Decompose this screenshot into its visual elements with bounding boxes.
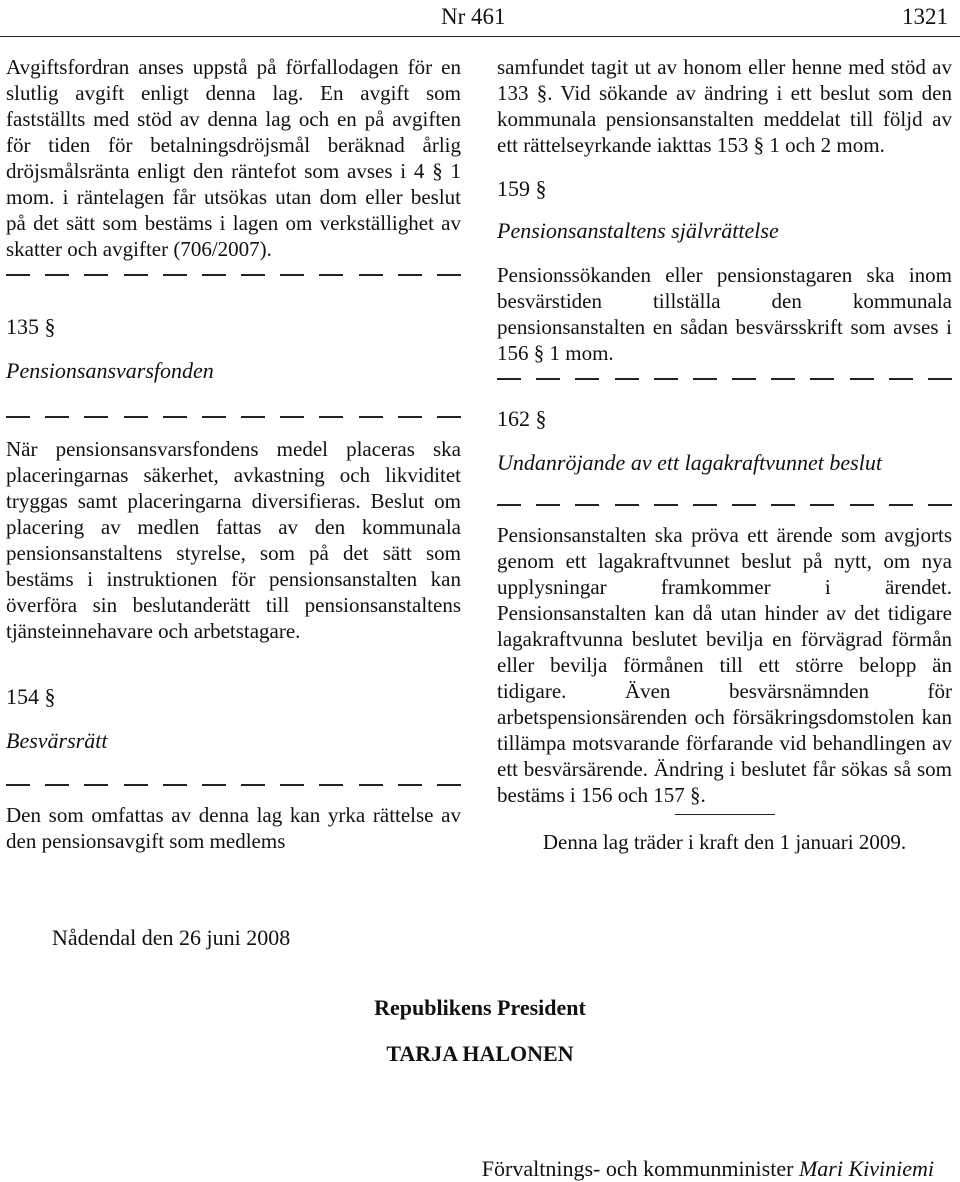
intro-paragraph: Avgiftsfordran anses uppstå på förfallodagen för en slutlig avgift enligt denna lag. En avgift som fastställts med stöd av denna lag och en på avgiften för tiden för betalningsdröjsmål beräknad årlig dröjsmålsränta enligt den räntefot som avses i 4 § 1 mom. i räntelagen får utsökas utan dom eller beslut på det sätt som bestäms i lagen om verkställighet av skatter och avgifter (706/2007). [6,55,461,261]
section-divider [6,772,461,798]
effective-date: Denna lag träder i kraft den 1 januari 2009. [542,830,907,855]
president-title: Republikens President [374,995,586,1020]
section-154-text: Den som omfattas av denna lag kan yrka rättelse av den pensionsavgift som medlems [6,803,461,853]
section-divider [497,366,952,392]
continued-paragraph: samfundet tagit ut av honom eller henne med stöd av 133 §. Vid sökande av ändring i ett beslut som den kommunala pensionsanstalten meddelat till följd av ett rättelseyrkande iakttas 153 § 1 och 2 mom. [497,55,952,157]
page-number: 1321 [902,4,948,29]
closing-rule [675,814,775,815]
section-162-title: Undanröjande av ett lagakraftvunnet beslut [497,450,882,475]
section-162-text: Pensionsanstalten ska pröva ett ärende som avgjorts genom ett lagakraftvunnet beslut på nytt, om nya upplysningar framkommer i ärendet. Pensionsanstalten kan då utan hinder av det tidigare lagakraftvunna beslutet bevilja en förvägrad förmån eller bevilja förmånen till ett större belopp än tidigare. Även besvärsnämnden för arbetspensionsärenden och försäkringsdomstolen kan tillämpa motsvarande förfarande vid behandlingen av ett besvärsärende. Ändring i beslutet får sökas så som bestäms i 156 och 157 §. [497,523,952,807]
signature-block [0,995,960,1087]
president-name: TARJA HALONEN [386,1041,574,1066]
right-column [497,54,952,855]
section-135-text: När pensionsansvarsfondens medel placeras ska placeringarnas säkerhet, avkastning och likviditet tryggas samt placeringarna diversifieras. Beslut om placering av medlen fattas av den kommunala pensionsanstaltens styrelse, som på det sätt som bestäms i instruktionen för pensionsanstalten kan överföra sin beslutanderätt till pensionsanstaltens tjänsteinnehavare och arbetstagare. [6,437,461,643]
section-162-number: 162 § [497,406,547,431]
statute-number: Nr 461 [441,4,506,29]
minister-name: Mari Kiviniemi [798,1156,934,1181]
section-divider [6,404,461,430]
header-rule [0,36,960,37]
section-135-number: 135 § [6,314,56,339]
minister-title: Förvaltnings- och kommunminister [481,1156,794,1181]
page-header [0,0,960,40]
minister-signature [482,1156,934,1182]
section-154-title: Besvärsrätt [6,728,108,753]
section-159-title: Pensionsanstaltens självrättelse [497,218,779,243]
section-divider [497,492,952,518]
left-column [6,54,461,854]
section-159-number: 159 § [497,176,547,201]
section-divider [6,262,461,288]
section-154-number: 154 § [6,684,56,709]
section-159-text: Pensionssökanden eller pensionstagaren ska inom besvärstiden tillställa den kommunala pensionsanstalten en sådan besvärsskrift som avses i 156 § 1 mom. [497,263,952,365]
signing-place-date: Nådendal den 26 juni 2008 [52,925,291,950]
section-135-title: Pensionsansvarsfonden [6,358,214,383]
